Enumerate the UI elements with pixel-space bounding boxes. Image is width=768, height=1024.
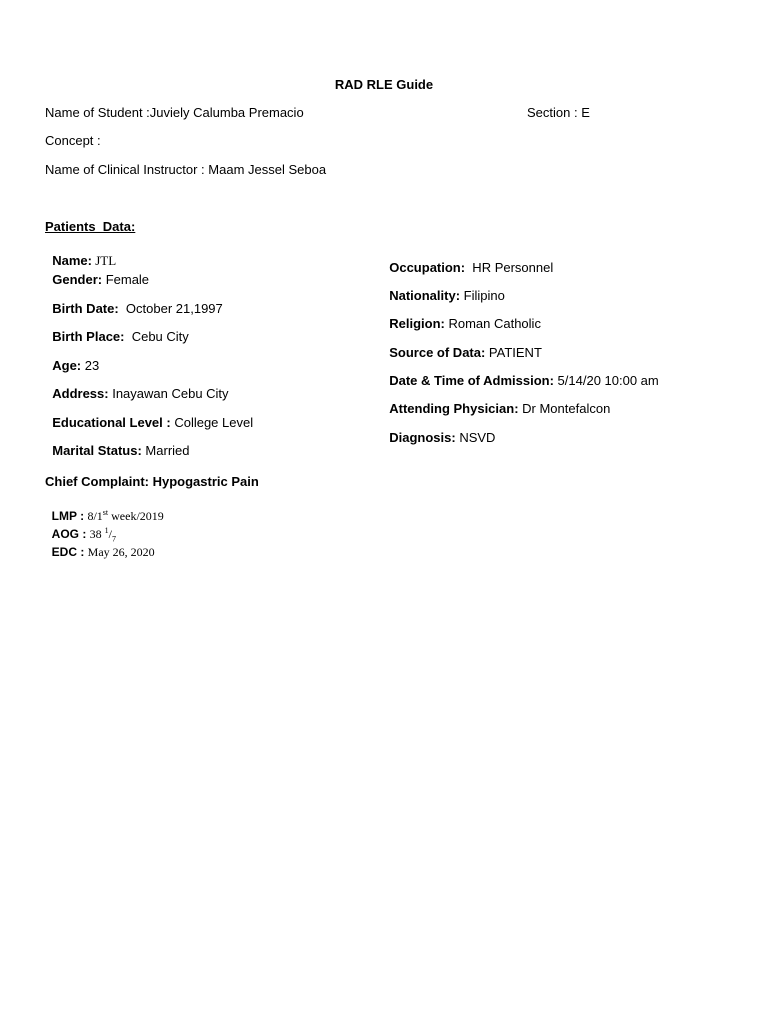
birth-place-row (45, 313, 189, 345)
address-value: Inayawan Cebu City (108, 386, 229, 401)
lmp-label: LMP : (51, 509, 88, 523)
diagnosis-label: Diagnosis: (389, 430, 456, 445)
instructor-label: Name of Clinical Instructor : (45, 162, 209, 177)
address-label: Address: (52, 386, 109, 401)
edc-label: EDC : (51, 545, 88, 559)
religion-row (382, 300, 541, 332)
lmp-value-b: week/2019 (108, 509, 164, 523)
attending-physician-value: Dr Montefalcon (518, 401, 611, 416)
attending-physician-row (382, 385, 610, 417)
aog-denominator: 7 (112, 534, 117, 544)
aog-slash: / (108, 527, 113, 541)
lmp-value-a: 8/1 (87, 509, 103, 523)
age-label: Age: (52, 358, 82, 373)
page-title: RAD RLE Guide (334, 77, 434, 92)
instructor-value: Maam Jessel Seboa (208, 162, 327, 177)
occupation-value: HR Personnel (465, 260, 554, 275)
section-value: E (581, 105, 590, 120)
diagnosis-value: NSVD (455, 430, 496, 445)
nationality-value: Filipino (460, 288, 505, 303)
nationality-label: Nationality: (389, 288, 461, 303)
edc-value: May 26, 2020 (87, 545, 155, 559)
source-of-data-label: Source of Data: (389, 345, 486, 360)
source-of-data-value: PATIENT (485, 345, 542, 360)
gender-row (45, 256, 149, 288)
admission-value: 5/14/20 10:00 am (553, 373, 659, 388)
marital-status-label: Marital Status: (52, 443, 142, 458)
aog-numerator: 1 (104, 526, 109, 535)
lmp-superscript: st (102, 508, 109, 517)
age-value: 23 (81, 358, 100, 373)
address-row (45, 370, 229, 402)
marital-status-value: Married (141, 443, 190, 458)
aog-weeks: 38 (89, 527, 105, 541)
aog-label: AOG : (51, 527, 90, 541)
student-name-label: Name of Student : (45, 105, 150, 120)
gender-label: Gender: (52, 272, 103, 287)
marital-status-row (45, 427, 190, 459)
admission-label: Date & Time of Admission: (389, 373, 554, 388)
concept-row: Concept : (45, 133, 101, 148)
instructor-row (45, 162, 326, 178)
name-label: Name: (52, 253, 92, 268)
section-row (527, 105, 590, 121)
student-name-row (45, 105, 304, 121)
student-name-value: Juviely Calumba Premacio (149, 105, 304, 120)
birth-place-label: Birth Place: (52, 329, 125, 344)
diagnosis-row (382, 414, 495, 446)
attending-physician-label: Attending Physician: (389, 401, 519, 416)
name-value: JTL (91, 253, 117, 268)
edc-row (45, 528, 155, 560)
birth-place-value: Cebu City (124, 329, 189, 344)
chief-complaint: Chief Complaint: Hypogastric Pain (45, 474, 259, 489)
birth-date-label: Birth Date: (52, 301, 119, 316)
section-label: Section : (527, 105, 582, 120)
religion-label: Religion: (389, 316, 445, 331)
education-value: College Level (170, 415, 254, 430)
patient-data-heading: Patients Data: (45, 219, 136, 234)
education-label: Educational Level : (52, 415, 171, 430)
occupation-label: Occupation: (389, 260, 466, 275)
birth-date-value: October 21,1997 (118, 301, 223, 316)
religion-value: Roman Catholic (444, 316, 541, 331)
gender-value: Female (102, 272, 150, 287)
